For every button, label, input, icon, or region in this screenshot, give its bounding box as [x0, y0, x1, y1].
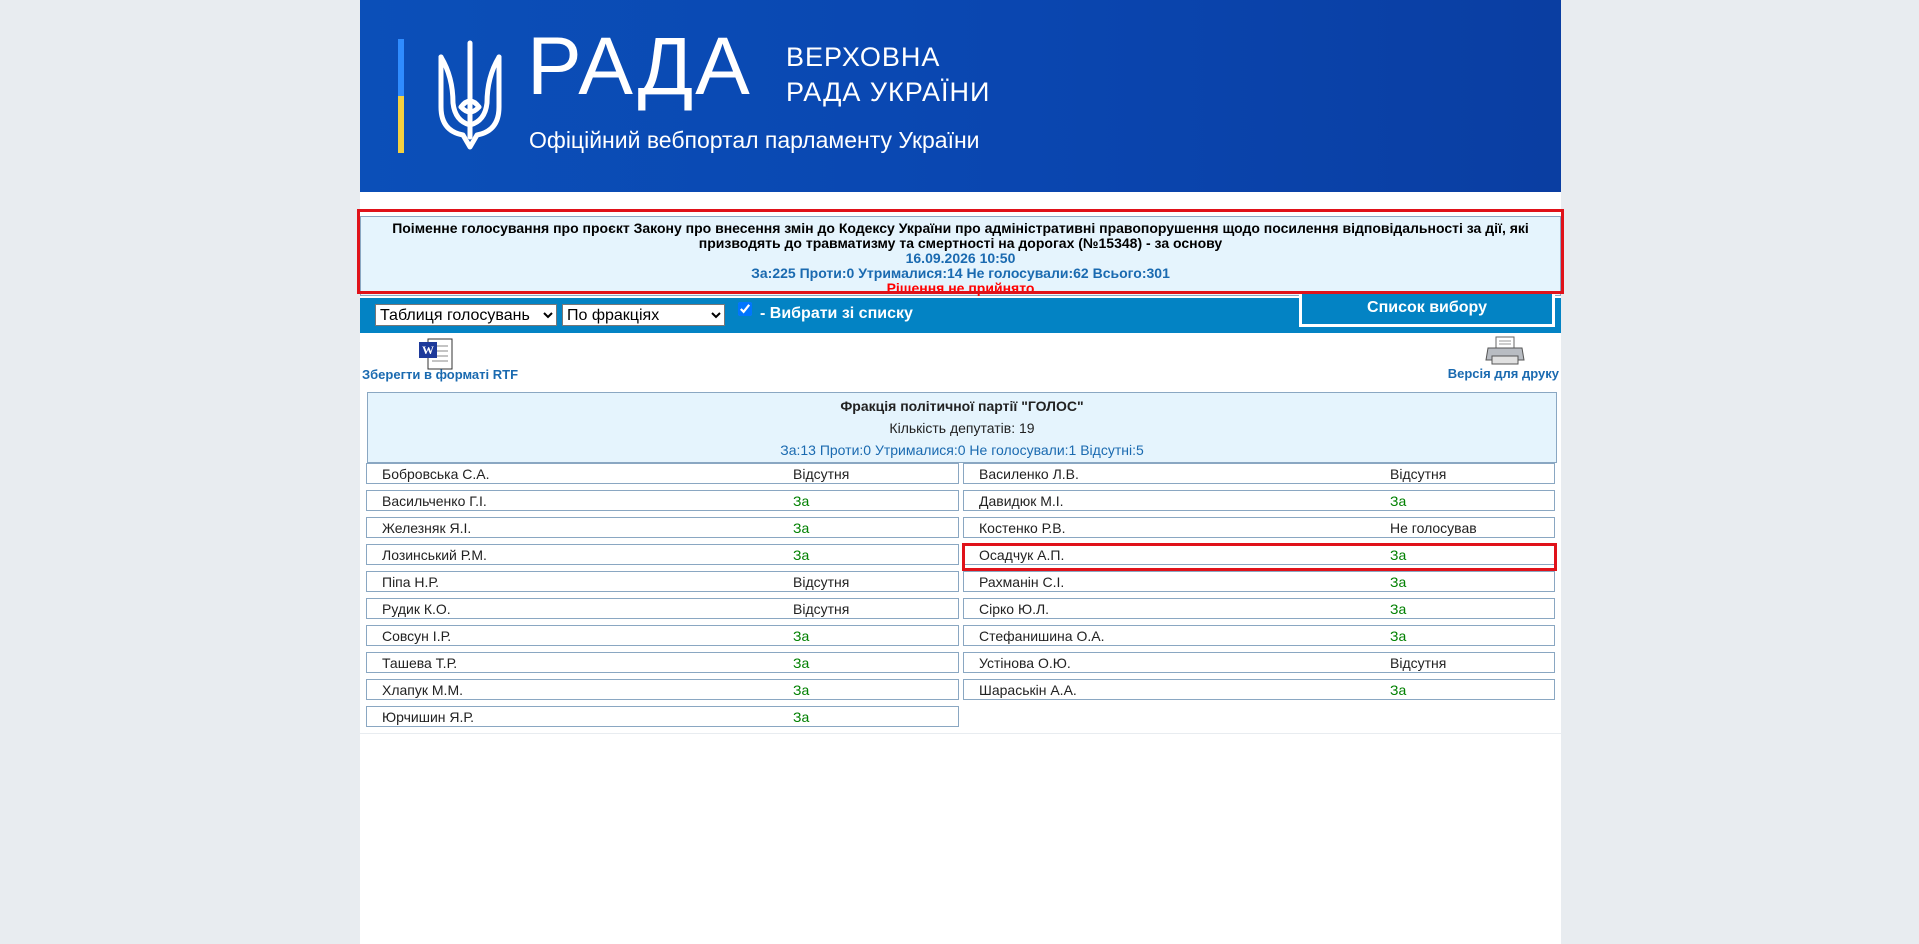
deputy-row — [963, 517, 1555, 538]
deputy-name[interactable]: Рахманін С.І. — [979, 574, 1065, 590]
deputy-row — [366, 625, 959, 646]
vote-decision: Рішення не прийнято — [886, 280, 1035, 296]
deputy-name[interactable]: Давидюк М.І. — [979, 493, 1064, 509]
deputy-vote-result: За — [793, 547, 810, 563]
deputy-name[interactable]: Осадчук А.П. — [979, 547, 1065, 563]
deputy-name[interactable]: Шараськін А.А. — [979, 682, 1077, 698]
deputy-name[interactable]: Рудик К.О. — [382, 601, 451, 617]
deputy-vote-result: За — [793, 493, 810, 509]
deputy-name[interactable]: Стефанишина О.А. — [979, 628, 1105, 644]
deputy-name[interactable]: Васильченко Г.І. — [382, 493, 487, 509]
group-select[interactable] — [562, 304, 725, 326]
printer-icon[interactable] — [1484, 336, 1526, 366]
deputy-name[interactable]: Піпа Н.Р. — [382, 574, 440, 590]
faction-header — [367, 392, 1557, 463]
deputy-name[interactable]: Хлапук М.М. — [382, 682, 463, 698]
flag-yellow-stripe — [398, 96, 404, 153]
deputy-row — [366, 463, 959, 484]
page — [360, 0, 1561, 944]
logo-line-1: ВЕРХОВНА — [786, 42, 941, 72]
faction-name: Фракція політичної партії "ГОЛОС" — [840, 398, 1084, 414]
deputy-vote-result: За — [1390, 493, 1407, 509]
deputy-vote-result: За — [1390, 682, 1407, 698]
logo-wordmark[interactable]: РАДА — [527, 21, 752, 112]
deputy-vote-result: Відсутня — [1390, 655, 1447, 671]
deputy-row — [963, 625, 1555, 646]
deputy-name[interactable]: Совсун І.Р. — [382, 628, 452, 644]
deputy-row — [366, 652, 959, 673]
vote-title: Поіменне голосування про проєкт Закону про внесення змін до Кодексу України про адміністративні правопорушення щодо посилення відповідальності за дії, які призводять до травматизму та смертності на дорогах (№15348) - за основу — [392, 220, 1529, 251]
deputy-name[interactable]: Сірко Ю.Л. — [979, 601, 1050, 617]
deputy-row — [366, 706, 959, 727]
deputy-vote-result: За — [793, 628, 810, 644]
deputy-name[interactable]: Ташева Т.Р. — [382, 655, 458, 671]
flag-blue-stripe — [398, 39, 404, 96]
deputy-row — [963, 490, 1555, 511]
deputy-row — [963, 652, 1555, 673]
deputy-name[interactable]: Костенко Р.В. — [979, 520, 1066, 536]
deputy-row — [963, 571, 1555, 592]
site-subtitle: Офіційний вебпортал парламенту України — [529, 127, 980, 153]
vote-info-box — [360, 216, 1561, 296]
deputy-vote-result: Відсутня — [793, 466, 850, 482]
site-header — [360, 0, 1561, 192]
deputy-row — [366, 490, 959, 511]
deputy-row — [963, 544, 1555, 565]
word-document-icon[interactable] — [418, 338, 454, 370]
vote-summary: За:225 Проти:0 Утрималися:14 Не голосували:62 Всього:301 — [751, 265, 1170, 281]
vote-datetime: 16.09.2026 10:50 — [905, 250, 1016, 266]
deputy-name[interactable]: Лозинський Р.М. — [382, 547, 487, 563]
select-from-list-checkbox[interactable] — [738, 302, 752, 316]
faction-deputy-count: Кількість депутатів: 19 — [889, 420, 1035, 436]
view-select[interactable] — [375, 304, 557, 326]
deputy-row — [366, 571, 959, 592]
faction-vote-summary: За:13 Проти:0 Утрималися:0 Не голосували:1 Відсутні:5 — [780, 442, 1144, 458]
deputy-vote-result: Не голосував — [1390, 520, 1477, 536]
deputy-row — [963, 679, 1555, 700]
deputy-row — [366, 598, 959, 619]
deputy-name[interactable]: Устінова О.Ю. — [979, 655, 1071, 671]
content-divider — [360, 733, 1561, 734]
print-version-label[interactable]: Версія для друку — [1447, 366, 1559, 381]
deputy-vote-result: За — [1390, 574, 1407, 590]
deputy-vote-result: За — [793, 682, 810, 698]
deputy-vote-result: За — [1390, 601, 1407, 617]
trident-emblem-icon[interactable] — [433, 37, 507, 153]
selection-list-button[interactable]: Список вибору — [1299, 291, 1555, 327]
deputy-vote-result: За — [1390, 547, 1407, 563]
select-from-list-label[interactable]: - Вибрати зі списку — [760, 305, 913, 322]
save-rtf-label[interactable]: Зберегти в форматі RTF — [362, 367, 519, 382]
deputy-row — [366, 544, 959, 565]
filter-toolbar — [360, 298, 1561, 333]
deputy-vote-result: За — [793, 520, 810, 536]
deputy-vote-result: Відсутня — [793, 574, 850, 590]
deputy-row — [963, 598, 1555, 619]
deputy-row — [963, 463, 1555, 484]
svg-text:W: W — [422, 343, 434, 357]
logo-line-2: РАДА УКРАЇНИ — [786, 77, 991, 107]
deputy-row — [366, 679, 959, 700]
deputy-vote-result: Відсутня — [1390, 466, 1447, 482]
deputy-vote-result: Відсутня — [793, 601, 850, 617]
deputy-vote-result: За — [793, 655, 810, 671]
deputy-row — [366, 517, 959, 538]
deputy-name[interactable]: Василенко Л.В. — [979, 466, 1079, 482]
deputy-name[interactable]: Железняк Я.І. — [382, 520, 472, 536]
deputy-vote-result: За — [1390, 628, 1407, 644]
deputy-name[interactable]: Бобровська С.А. — [382, 466, 490, 482]
deputy-name[interactable]: Юрчишин Я.Р. — [382, 709, 474, 725]
deputy-vote-result: За — [793, 709, 810, 725]
